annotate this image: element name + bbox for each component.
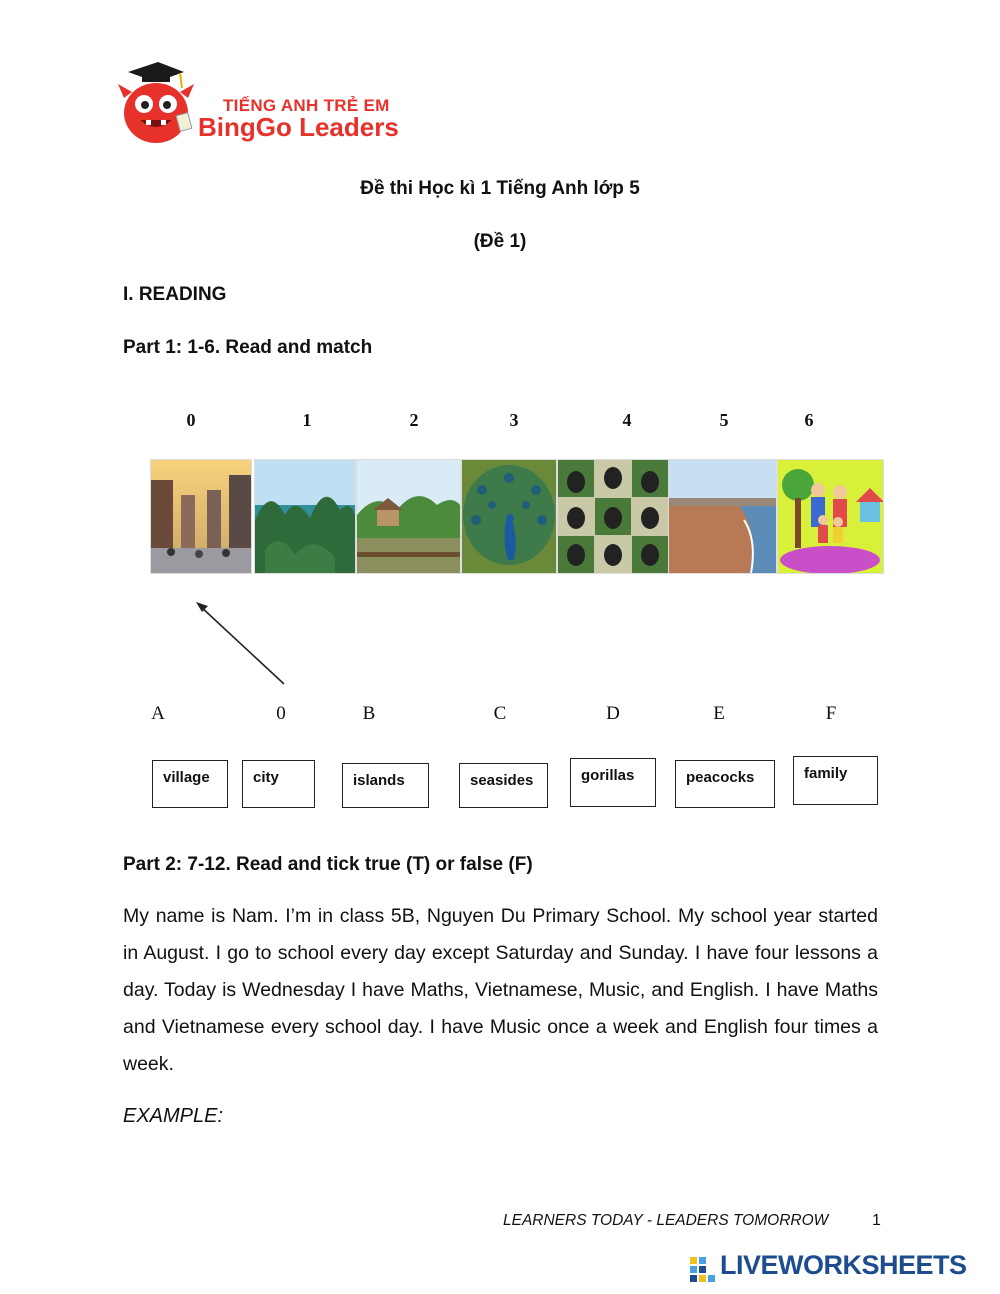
section-heading: I. READING bbox=[123, 284, 227, 305]
part1-heading: Part 1: 1-6. Read and match bbox=[123, 337, 373, 358]
picture-number: 5 bbox=[719, 410, 729, 430]
gorillas-image bbox=[557, 459, 669, 574]
option-letter: F bbox=[825, 703, 837, 724]
word-box: city bbox=[242, 760, 315, 808]
picture-number: 6 bbox=[804, 410, 814, 430]
page-number: 1 bbox=[872, 1212, 881, 1229]
option-letter: C bbox=[493, 703, 507, 724]
option-letter: A bbox=[151, 703, 165, 724]
part2-heading: Part 2: 7-12. Read and tick true (T) or false (F) bbox=[123, 854, 533, 875]
example-arrow bbox=[190, 598, 290, 688]
option-letter: 0 bbox=[276, 703, 286, 724]
reading-passage: My name is Nam. I’m in class 5B, Nguyen Du Primary School. My school year started in August. I go to school every day except Saturday and Sunday. I have four lessons a day. Today is Wednesday I have Maths, Vietnamese, Music, and English. I have Maths and Vietnamese every school day. I have Music once a week and English four times a week. bbox=[123, 905, 878, 1075]
word-box: islands bbox=[342, 763, 429, 808]
option-letter: E bbox=[713, 703, 725, 724]
family-image bbox=[777, 459, 884, 574]
seaside-image bbox=[668, 459, 777, 574]
picture-number: 3 bbox=[509, 410, 519, 430]
picture-number: 2 bbox=[409, 410, 419, 430]
option-letter: B bbox=[362, 703, 376, 724]
village-image bbox=[356, 459, 461, 574]
peacock-image bbox=[461, 459, 557, 574]
islands-image bbox=[254, 459, 356, 574]
word-box: family bbox=[793, 756, 878, 805]
brand-logo bbox=[118, 58, 438, 148]
word-box: village bbox=[152, 760, 228, 808]
option-letter: D bbox=[606, 703, 620, 724]
word-box: seasides bbox=[459, 763, 548, 808]
example-label: EXAMPLE: bbox=[123, 1105, 224, 1127]
logo-line2: BingGo Leaders bbox=[198, 112, 399, 142]
word-box: peacocks bbox=[675, 760, 775, 808]
picture-number: 4 bbox=[622, 410, 632, 430]
liveworksheets-watermark bbox=[690, 1250, 990, 1286]
logo-line1: TIẾNG ANH TRẺ EM bbox=[223, 96, 390, 115]
word-box: gorillas bbox=[570, 758, 656, 807]
city-street-image bbox=[150, 459, 252, 574]
picture-number: 1 bbox=[302, 410, 312, 430]
liveworksheets-logo-icon bbox=[690, 1257, 716, 1283]
page-title: Đề thi Học kì 1 Tiếng Anh lớp 5 bbox=[360, 178, 640, 199]
picture-number: 0 bbox=[186, 410, 196, 430]
liveworksheets-text: LIVEWORKSHEETS bbox=[720, 1250, 967, 1280]
footer-slogan: LEARNERS TODAY - LEADERS TOMORROW bbox=[503, 1212, 829, 1229]
page-subtitle: (Đề 1) bbox=[473, 231, 527, 252]
